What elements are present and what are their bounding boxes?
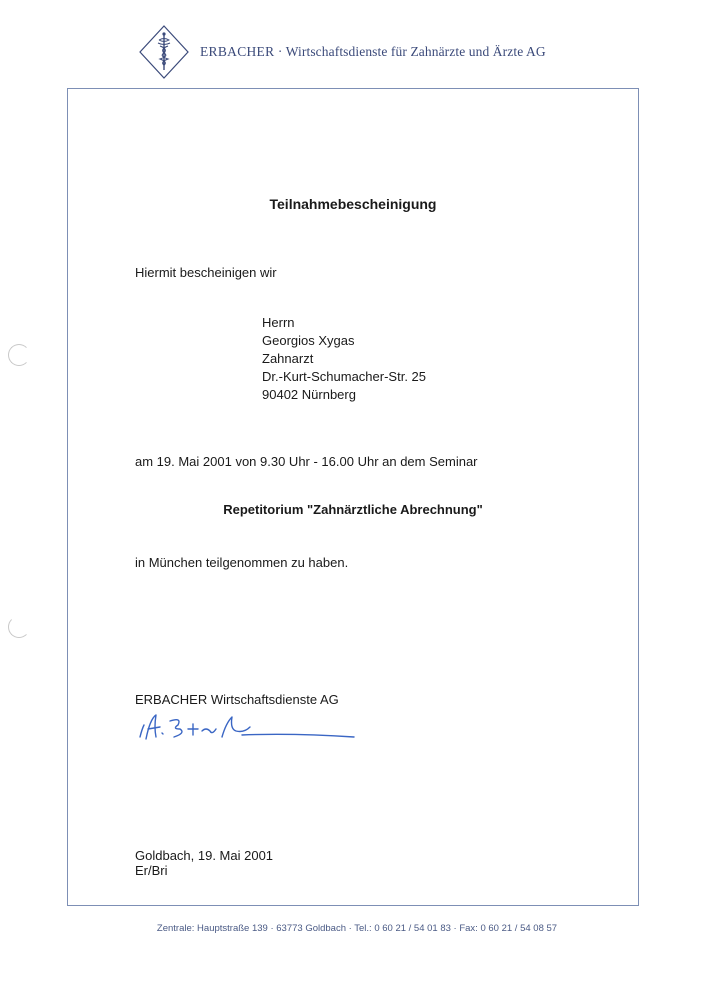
punch-hole-mark (8, 616, 30, 638)
recipient-name: Georgios Xygas (262, 333, 355, 348)
letterhead-separator: · (274, 44, 286, 59)
caduceus-diamond-icon (138, 24, 190, 80)
document-title: Teilnahmebescheinigung (269, 196, 437, 212)
date-line: am 19. Mai 2001 von 9.30 Uhr - 16.00 Uhr an dem Seminar (135, 454, 478, 469)
closing-text: in München teilgenommen zu haben. (135, 555, 349, 570)
company-tagline: Wirtschaftsdienste für Zahnärzte und Ärzte AG (285, 44, 546, 59)
recipient-address (262, 314, 426, 404)
recipient-salutation: Herrn (262, 315, 295, 330)
letterhead (138, 24, 546, 80)
reference-code: Er/Bri (135, 863, 168, 878)
recipient-profession: Zahnarzt (262, 351, 314, 366)
letterhead-text (200, 44, 546, 60)
seminar-title: Repetitorium "Zahnärztliche Abrechnung" (223, 502, 483, 517)
company-name: ERBACHER (200, 44, 275, 59)
intro-text: Hiermit bescheinigen wir (135, 265, 277, 280)
certificate-frame (67, 88, 639, 906)
place-and-date: Goldbach, 19. Mai 2001 (135, 848, 274, 863)
signature-company: ERBACHER Wirtschaftsdienste AG (135, 692, 339, 707)
recipient-city: 90402 Nürnberg (262, 387, 356, 402)
recipient-street: Dr.-Kurt-Schumacher-Str. 25 (262, 369, 426, 384)
footer-contact: Zentrale: Hauptstraße 139 · 63773 Goldbach · Tel.: 0 60 21 / 54 01 83 · Fax: 0 60 21 / 54 08 57 (156, 923, 558, 934)
handwritten-signature (132, 707, 362, 747)
punch-hole-mark (8, 344, 30, 366)
